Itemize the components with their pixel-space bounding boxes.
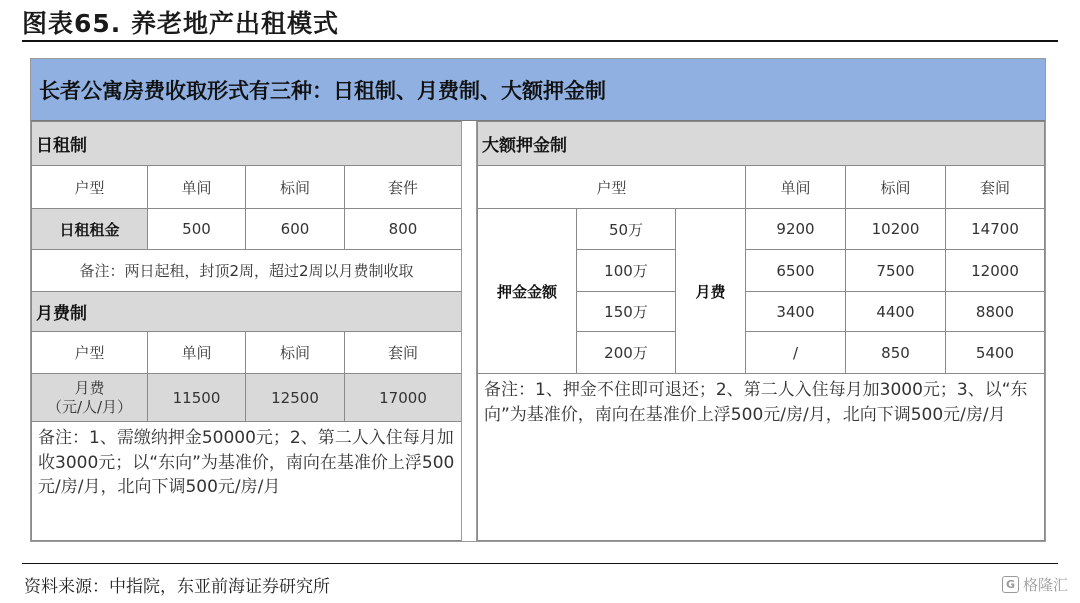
daily-header-single: 单间 — [148, 166, 246, 209]
deposit-cell: 850 — [846, 332, 946, 374]
monthly-header-suite: 套间 — [345, 332, 462, 374]
column-divider — [461, 121, 477, 541]
top-rule — [22, 40, 1058, 42]
deposit-amount: 150万 — [577, 292, 676, 332]
deposit-cell: 5400 — [946, 332, 1045, 374]
deposit-cell: 12000 — [946, 250, 1045, 292]
monthly-value-standard: 12500 — [246, 374, 345, 422]
source-note: 资料来源：中指院，东亚前海证券研究所 — [24, 577, 330, 597]
watermark-logo — [1002, 574, 1068, 595]
monthly-value-single: 11500 — [148, 374, 246, 422]
watermark-text: 格隆汇 — [1022, 576, 1068, 594]
daily-value-standard: 600 — [246, 209, 345, 250]
daily-title: 日租制 — [32, 122, 462, 166]
daily-header-type: 户型 — [32, 166, 148, 209]
monthly-header-single: 单间 — [148, 332, 246, 374]
deposit-header-standard: 标间 — [846, 166, 946, 209]
deposit-cell: 4400 — [846, 292, 946, 332]
monthly-header-standard: 标间 — [246, 332, 345, 374]
deposit-header-single: 单间 — [746, 166, 846, 209]
table-frame — [30, 58, 1046, 542]
deposit-cell: 6500 — [746, 250, 846, 292]
deposit-cell: / — [746, 332, 846, 374]
left-table — [31, 121, 462, 541]
logo-icon: G — [1002, 576, 1019, 593]
deposit-header-suite: 套间 — [946, 166, 1045, 209]
figure-title: 图表65. 养老地产出租模式 — [22, 9, 339, 38]
deposit-note: 备注：1、押金不住即可退还；2、第二人入住每月加3000元；3、以“东向”为基准价，南向在基准价上浮500元/房/月，北向下调500元/房/月 — [478, 374, 1045, 541]
deposit-cell: 14700 — [946, 209, 1045, 250]
deposit-amount: 50万 — [577, 209, 676, 250]
daily-row-label: 日租租金 — [32, 209, 148, 250]
daily-header-suite: 套件 — [345, 166, 462, 209]
deposit-cell: 9200 — [746, 209, 846, 250]
daily-note: 备注：两日起租，封顶2周，超过2周以月费制收取 — [32, 250, 462, 292]
daily-value-suite: 800 — [345, 209, 462, 250]
deposit-cell: 10200 — [846, 209, 946, 250]
daily-header-standard: 标间 — [246, 166, 345, 209]
monthly-title: 月费制 — [32, 292, 462, 332]
deposit-amount: 100万 — [577, 250, 676, 292]
deposit-cell: 7500 — [846, 250, 946, 292]
daily-value-single: 500 — [148, 209, 246, 250]
monthly-header-type: 户型 — [32, 332, 148, 374]
deposit-header-type: 户型 — [478, 166, 746, 209]
deposit-group-label: 押金金额 — [478, 209, 577, 374]
monthly-note: 备注：1、需缴纳押金50000元；2、第二人入住每月加收3000元；以“东向”为基准价，南向在基准价上浮500元/房/月，北向下调500元/房/月 — [32, 422, 462, 541]
deposit-cell: 3400 — [746, 292, 846, 332]
monthly-value-suite: 17000 — [345, 374, 462, 422]
deposit-fee-label: 月费 — [676, 209, 746, 374]
banner-title: 长者公寓房费收取形式有三种：日租制、月费制、大额押金制 — [31, 59, 1045, 121]
deposit-title: 大额押金制 — [478, 122, 1045, 166]
deposit-amount: 200万 — [577, 332, 676, 374]
monthly-row-label: 月费 （元/人/月） — [32, 374, 148, 422]
right-table — [477, 121, 1045, 541]
deposit-cell: 8800 — [946, 292, 1045, 332]
bottom-rule — [22, 563, 1058, 564]
